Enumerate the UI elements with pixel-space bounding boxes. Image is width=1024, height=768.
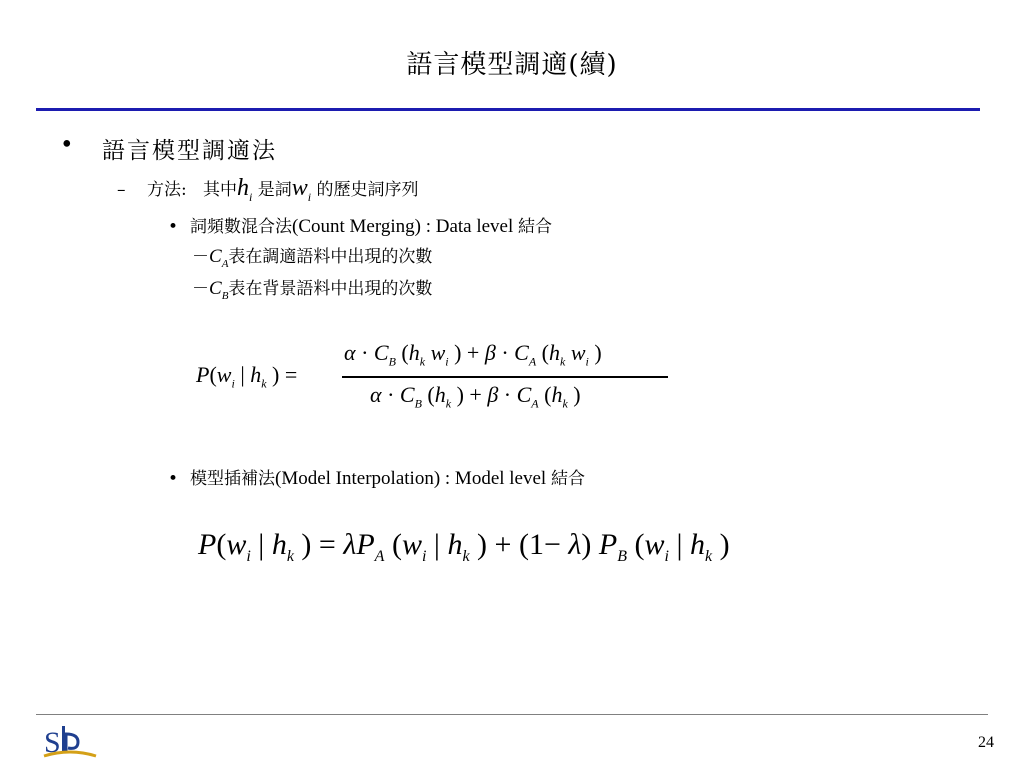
sub-bullet-method (117, 175, 418, 205)
method-part3: 的歷史詞序列 (316, 180, 419, 200)
count-zh-end: 結合 (518, 217, 553, 237)
bullet-text: 語言模型調適法 (102, 138, 277, 164)
title-divider (36, 108, 980, 111)
bullet-marker: • (168, 217, 179, 237)
count-zh: 詞頻數混合法 (190, 217, 292, 237)
item-count-merging (168, 212, 552, 238)
var-ca: $C_A$ (209, 246, 229, 270)
bullet-marker: • (60, 132, 74, 158)
method-part1: 其中 (202, 180, 237, 200)
bullet-marker: • (168, 469, 179, 489)
var-w: $w_i$ (291, 175, 312, 204)
slide-title: 語言模型調適(續) (406, 50, 618, 80)
formula1-denominator: $\alpha \cdot C_B$ ($h_k$ ) + $\beta \cdot C_A$ ($h_k$ ) (370, 382, 581, 411)
method-part2: 是詞 (257, 180, 292, 200)
ca-description: $-C_A$表在調適語料中出現的次數 (192, 246, 433, 270)
model-zh-end: 結合 (550, 469, 585, 489)
footer-divider (36, 714, 988, 715)
var-cb: $C_B$ (209, 278, 229, 302)
formula1-lhs: $P(w_i$ | $h_k$ ) = (196, 362, 298, 391)
dash-marker: – (117, 180, 126, 200)
svg-text:S: S (44, 726, 61, 759)
formula1-numerator: $\alpha \cdot C_B$ ($h_k$ $w_i$ ) + $\beta \cdot C_A$ ($h_k$ $w_i$ ) (344, 340, 602, 369)
cb-description: $-C_B$表在背景語料中出現的次數 (192, 278, 433, 302)
model-en: (Model Interpolation) : Model level (275, 468, 551, 489)
var-h: $h_i$ (236, 175, 253, 204)
fraction-bar (342, 376, 668, 378)
model-zh: 模型插補法 (190, 469, 275, 489)
item-model-interpolation (168, 464, 585, 490)
page-number: 24 (978, 734, 994, 751)
method-label: 方法: (147, 180, 187, 200)
slp-logo-icon (42, 722, 98, 762)
formula-model-interpolation: $P(w_i$ | $h_k$ ) = $\lambda P_A$ ($w_i$ | $h_k$ ) + (1− λ) $P_B$ ($w_i$ | $h_k$ ) (198, 528, 730, 565)
count-en: (Count Merging) : Data level (292, 216, 519, 237)
